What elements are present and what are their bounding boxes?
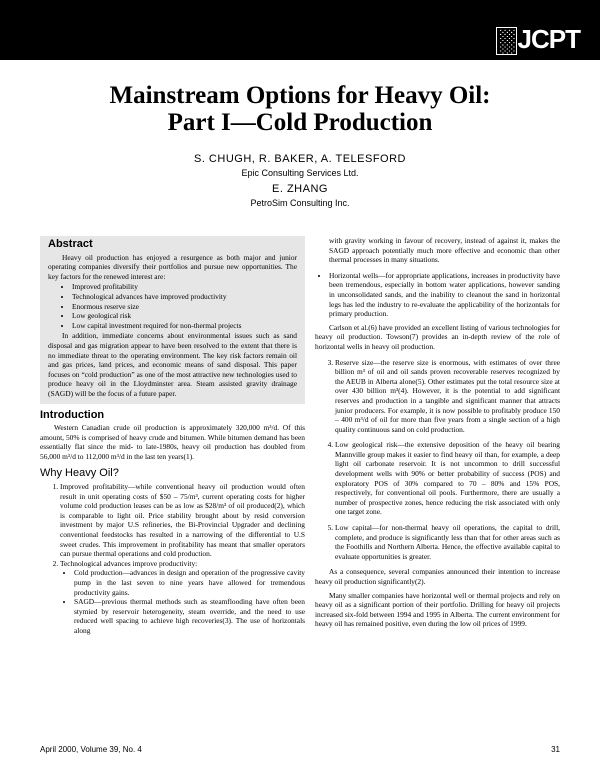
introduction-paragraph: Western Canadian crude oil production is approximately 320,000 m³/d. Of this amount, 50% is comprised of heavy crude and bitumen. While bitumen demand has been essentially flat since the mid- to late-1980s, heavy oil production has doubled from 56,000 m³/d to 112,000 m³/d in the last ten years(1). [40, 423, 305, 461]
abstract-box [40, 236, 305, 404]
journal-logo [496, 24, 580, 55]
title-line-2: Part I—Cold Production [167, 109, 433, 136]
low-capital-item: 5. Low capital—for non-thermal heavy oil operations, the capital to drill, complete, and produce is significantly less than that for other areas such as the Foothills and Northern Alberta. Hence, the effective available capital to evaluate opportunities is greater. [335, 523, 560, 561]
abstract-bullet: • Low capital investment required for non-thermal projects [72, 321, 297, 331]
abstract-paragraph-1: Heavy oil production has enjoyed a resurgence as both major and junior operating companies diversify their portfolios and pursue new opportunities. The key factors for the renewed interest are: [48, 252, 297, 281]
why-item-2-subs [60, 568, 305, 635]
abstract-heading: Abstract [48, 238, 93, 250]
title-line-1: Mainstream Options for Heavy Oil: [109, 82, 491, 109]
abstract-bullet: • Low geological risk [72, 311, 297, 321]
horizontal-wells-list [315, 271, 560, 319]
journal-header-bar [0, 0, 600, 60]
geological-risk-item: 4. Low geological risk—the extensive deposition of the heavy oil bearing Mannville group makes it easier to find heavy oil than, for example, a deep light oil carbonate reservoir. It is not uncommon to drill successful development wells with 90% or better probability of success (POS) and exploratory POS of 30% compared to 70 – 80% and 15% POS, respectively, for conventional oil pools. Furthermore, there are usually a number of prospective zones, hence reducing the risk associated with only one target zone. [335, 440, 560, 517]
journal-logo-text: JCPT [517, 24, 580, 54]
reasons-list [315, 358, 560, 562]
affiliation-secondary: PetroSim Consulting Inc. [250, 198, 350, 208]
consequence-paragraph: As a consequence, several companies announced their intention to increase heavy oil production significantly(2). [315, 567, 560, 586]
horizontal-wells-bullet: • Horizontal wells—for appropriate applications, increases in productivity have been tremendous, especially in bottom water applications, however sanding in unconsolidated sands, and the inability to cleanout the sand in horizontal legs has led the industry to re-evaluate the applicability of the horizontals for primary production. [329, 271, 560, 319]
page-number: 31 [551, 745, 560, 754]
affiliation-primary: Epic Consulting Services Ltd. [241, 168, 359, 178]
abstract-bullet: • Technological advances have improved productivity [72, 292, 297, 302]
left-column [40, 236, 305, 636]
sagd-continuation: with gravity working in favour of recovery, instead of against it, makes the SAGD approach potentially much more effective and economic than other thermal processes in many situations. [329, 236, 560, 265]
why-item-2 [60, 559, 305, 636]
authors-secondary: E. ZHANG [272, 183, 328, 195]
footer-issue: April 2000, Volume 39, No. 4 [40, 745, 142, 754]
sagd-bullet: • SAGD—previous thermal methods such as steamflooding have often been stymied by reservoir heterogeneity, steam override, and the need to use reduced well spacing to achieve high recoveries(3). The use of horizontals along [74, 597, 305, 635]
why-heavy-oil-heading: Why Heavy Oil? [40, 467, 119, 480]
right-column [315, 236, 560, 629]
cold-production-bullet: • Cold production—advances in design and operation of the progressive cavity pump in the last seven to nine years have allowed for tremendous productivity gains. [74, 568, 305, 597]
logo-mark-icon: ░ [496, 27, 517, 55]
sagd-continuation-list [315, 236, 560, 265]
why-item-1: 1. Improved profitability—while conventional heavy oil production would often result in unit operating costs of $50 – 75/m³, current operating costs for higher volume cold production leases can be as low as $28/m³ of oil produced(2), which is comparable to light oil. Price stability brought about by resid conversion investment by major U.S refineries, the Bi-Provincial Upgrader and declining conventional feedstocks has resulted in a narrowing of the differential to U.S sweet crudes. This improvement in profitability has meant that smaller operators can pursue thermal operations and cold production. [60, 482, 305, 559]
paper-title [0, 82, 600, 136]
why-item-2-text: Technological advances improve productivity: [60, 558, 198, 568]
abstract-paragraph-2: In addition, immediate concerns about environmental issues such as sand disposal and gas migration appear to have been resolved to the extent that there is no immediate threat to the operating environment. The key risk factors remain oil and gas prices, land prices, and economic means of sand disposal. This paper focuses on “cold production” as one of the most attractive new technologies used to produce heavy oil in the Lloydminster area. Steam assisted gravity drainage (SAGD) will be the focus of a future paper. [48, 331, 297, 398]
why-list [40, 482, 305, 636]
reserve-size-item: 3. Reserve size—the reserve size is enormous, with estimates of over three billion m³ of oil and oil sands proven recoverable reserves recognized by the AEUB in Alberta alone(5). Other estimates put the total resource size at over 430 billion m³(4). However, it is the potential to add significant reserves and production in a tangible and significant manner that attracts junior producers. For example, it is now possible to profitably produce 150 – 400 m³/d of oil for more than five years from a single section of a high quality continuous sand on cold production. [335, 358, 560, 435]
introduction-heading: Introduction [40, 408, 105, 421]
authors-primary: S. CHUGH, R. BAKER, A. TELESFORD [193, 153, 406, 165]
smaller-companies-paragraph: Many smaller companies have horizontal well or thermal projects and rely on heavy oil as a significant portion of their portfolio. Drilling for heavy oil projects increased six-fold between 1994 and 1995 in Alberta. The current environment for heavy oil has remained positive, even during the low oil prices of 1999. [315, 590, 560, 629]
carlson-paragraph: Carlson et al.(6) have provided an excellent listing of various technologies for heavy oil production. Towson(7) provides an in-depth review of the role of horizontal wells in heavy oil production. [315, 322, 560, 351]
abstract-bullet: • Enormous reserve size [72, 302, 297, 312]
abstract-bullets [48, 282, 297, 330]
abstract-bullet: • Improved profitability [72, 282, 297, 292]
